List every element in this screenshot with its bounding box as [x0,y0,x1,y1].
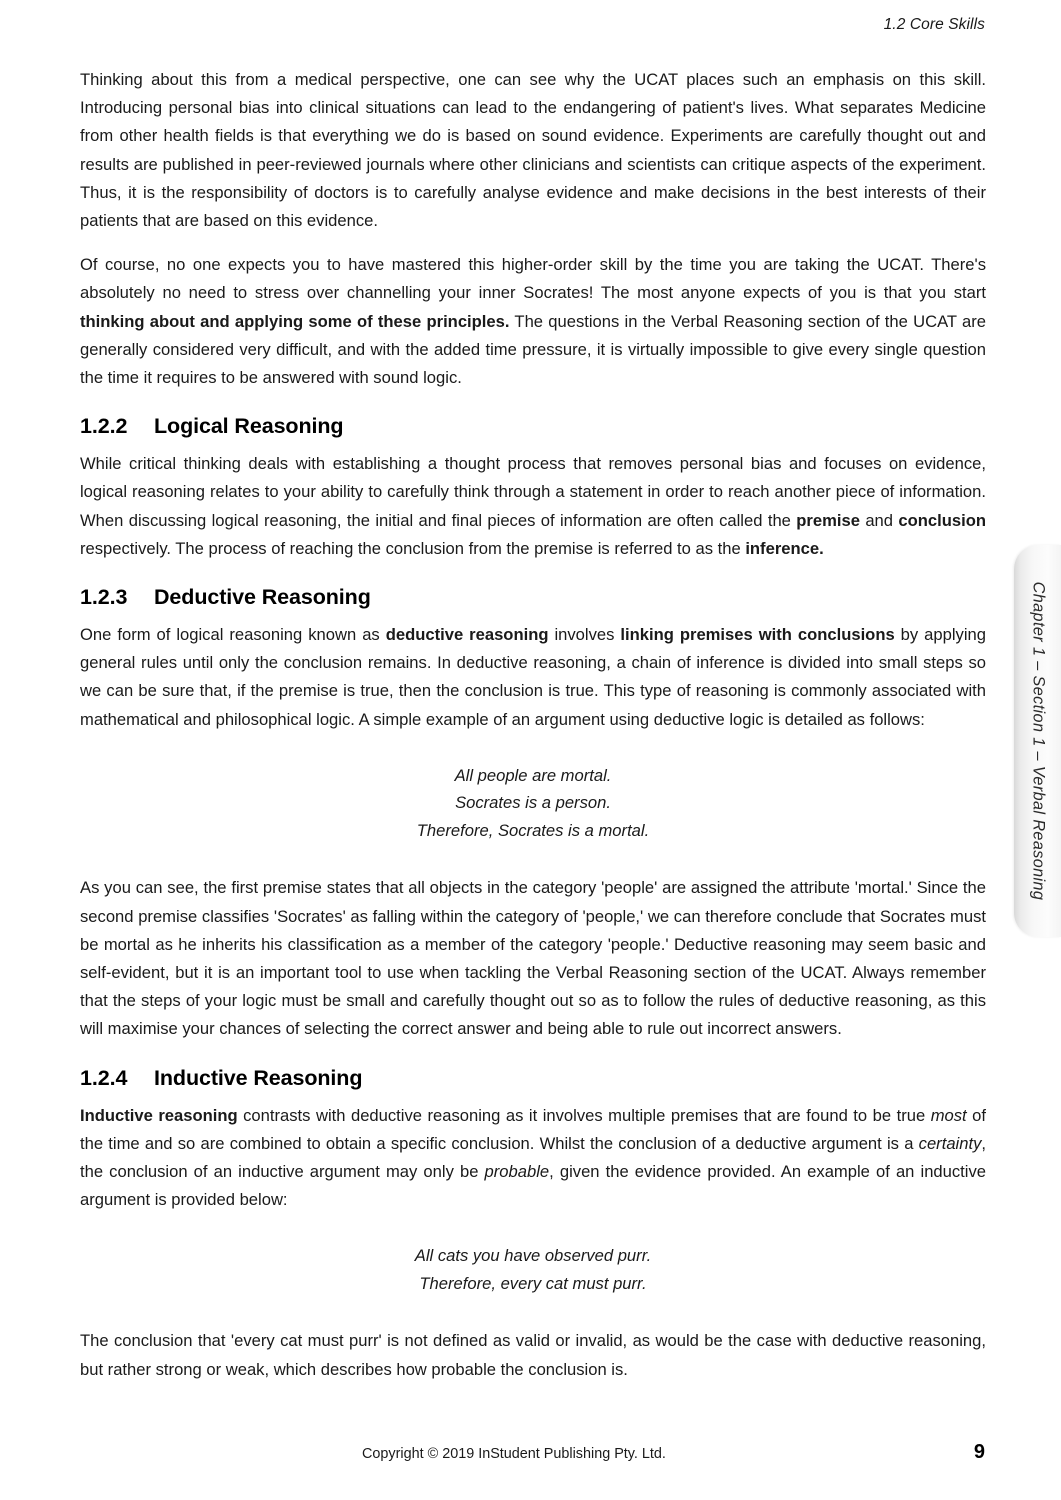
page-footer [80,1441,985,1464]
paragraph-expectations [80,251,986,392]
example-line: Therefore, every cat must purr. [419,1273,647,1293]
paragraph-intro: Thinking about this from a medical perspective, one can see why the UCAT places such an emphasis on this skill. Introducing personal bias into clinical situations can lead to the endangering of patient's lives. What separates Medicine from other health fields is that everything we do is based on sound evidence. Experiments are carefully thought out and results are published in peer-reviewed journals where other clinicians and scientists can critique aspects of the experiment. Thus, it is the responsibility of doctors is to carefully analyse evidence and make decisions in the best interests of their patients that are based on this evidence. [80,70,986,231]
heading-1-2-2 [80,412,986,440]
heading-number: 1.2.2 [80,414,128,439]
emphasis-most: most [930,1105,967,1125]
par-text-segment: One form of logical reasoning known as [80,625,386,645]
paragraph-inductive-reasoning [80,1102,986,1215]
heading-number: 1.2.3 [80,585,128,610]
copyright-notice: Copyright © 2019 InStudent Publishing Pty. Ltd. [362,1446,666,1462]
par-text-segment: involves [548,625,621,645]
emphasis-probable: probable [484,1161,550,1181]
heading-1-2-3 [80,583,986,611]
paragraph-logical-reasoning [80,450,986,563]
example-line: Therefore, Socrates is a mortal. [416,820,650,840]
paragraph-deductive-reasoning [80,621,986,734]
par-text-segment: and [859,510,899,530]
heading-title: Logical Reasoning [154,414,344,439]
par-text-segment: The questions in the Verbal Reasoning section of the UCAT are generally considered very difficult, and with the added time pressure, it is virtually impossible to give every single question the time it requires to be answered with sound logic. [80,311,986,388]
par-text-segment: respectively. The process of reaching the conclusion from the premise is referred to as the [80,538,746,558]
par-text-segment: by applying general rules until only the conclusion remains. In deductive reasoning, a chain of inference is divided into small steps so we can be sure that, if the premise is true, then the conclusion is true. This type of reasoning is commonly associated with mathematical and philosophical logic. A simple example of an argument using deductive logic is detailed as follows: [80,625,986,729]
emphasis-deductive-reasoning: deductive reasoning [385,625,549,645]
heading-number: 1.2.4 [80,1065,128,1090]
emphasis-conclusion: conclusion [898,510,986,530]
emphasis-inductive-reasoning: Inductive reasoning [80,1105,238,1125]
par-text-segment: While critical thinking deals with establishing a thought process that removes personal bias and focuses on evidence, logical reasoning relates to your ability to carefully think through a statement in order to reach another piece of information. When discussing logical reasoning, the initial and final pieces of information are often called the [80,454,986,530]
chapter-tab-label: Chapter 1 – Section 1 – Verbal Reasoning [1029,581,1047,901]
paragraph-deductive-explanation: As you can see, the first premise states that all objects in the category 'people' are assigned the attribute 'mortal.' Since the second premise classifies 'Socrates' as falling within the category of 'people,' we can therefore conclude that Socrates must be mortal as he inherits his classification as a member of the category 'people.' Deductive reasoning may seem basic and self-evident, but it is an important tool to use when tackling the Verbal Reasoning section of the UCAT. Always remember that the steps of your logic must be small and carefully thought out so as to follow the rules of deductive reasoning, as this will maximise your chances of selecting the correct answer and being able to rule out incorrect answers. [80,878,986,1039]
chapter-thumb-tab [1014,545,1061,937]
page-content [80,66,986,1400]
par-text-segment: , given the evidence provided. An example of an inductive argument is provided below: [80,1161,986,1210]
par-text-segment: of the time and so are combined to obtain a specific conclusion. Whilst the conclusion of a deductive argument is a [80,1105,987,1153]
par-text-segment: , the conclusion of an inductive argument may only be [80,1133,986,1181]
page-number: 9 [973,1441,985,1463]
par-text-segment: Of course, no one expects you to have mastered this higher-order skill by the time you are taking the UCAT. There's absolutely no need to stress over channelling your inner Socrates! The most anyone expects of you is that you start [80,255,986,303]
emphasis-inference: inference. [745,538,824,558]
example-line: All people are mortal. [454,765,612,785]
heading-title: Deductive Reasoning [154,585,371,610]
running-header: 1.2 Core Skills [883,16,985,33]
paragraph-inductive-explanation: The conclusion that 'every cat must purr' is not defined as valid or invalid, as would be the case with deductive reasoning, but rather strong or weak, which describes how probable the conclusion is. [80,1331,986,1379]
example-inductive-cats [80,1242,986,1297]
par-text-segment: contrasts with deductive reasoning as it involves multiple premises that are found to be true [237,1105,931,1125]
example-line: All cats you have observed purr. [414,1246,652,1266]
emphasis-principles: thinking about and applying some of these principles. [80,311,510,331]
heading-title: Inductive Reasoning [154,1065,363,1090]
heading-1-2-4 [80,1064,986,1092]
example-syllogism-socrates [80,762,986,845]
emphasis-premise: premise [796,510,860,530]
emphasis-linking-premises: linking premises with conclusions [620,625,895,645]
emphasis-certainty: certainty [918,1133,982,1153]
example-line: Socrates is a person. [455,793,611,813]
